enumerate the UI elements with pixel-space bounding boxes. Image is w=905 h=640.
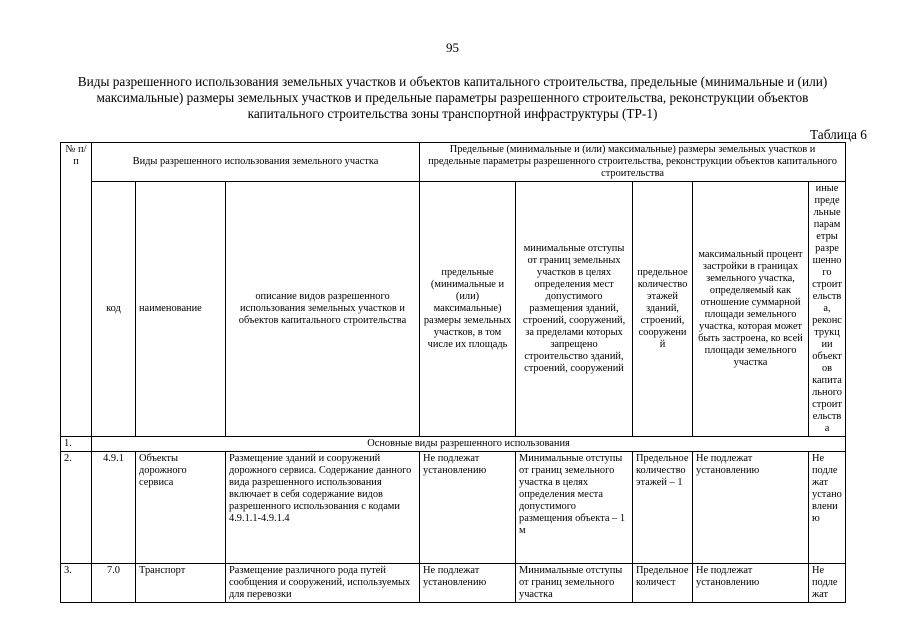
row-num: 2. <box>61 452 92 564</box>
row-coverage: Не подлежат установлению <box>693 564 809 603</box>
header-name: наименование <box>136 182 226 437</box>
header-row-columns <box>61 182 846 437</box>
row-num: 3. <box>61 564 92 603</box>
row-other: Не подлежат <box>809 564 846 603</box>
regulations-table <box>60 142 846 603</box>
table-caption: Таблица 6 <box>810 127 867 142</box>
table-row <box>61 452 846 564</box>
header-description: описание видов разрешенного использования земельных участков и объектов капитального строительства <box>226 182 420 437</box>
header-code: код <box>92 182 136 437</box>
header-floors: предельное количество этажей зданий, строений, сооружений <box>633 182 693 437</box>
header-row-groups <box>61 143 846 182</box>
header-plot-size: предельные (минимальные и (или) максимальные) размеры земельных участков, в том числе их площадь <box>420 182 516 437</box>
table-row <box>61 564 846 603</box>
section-title: Основные виды разрешенного использования <box>92 437 846 452</box>
row-setback: Минимальные отступы от границ земельного участка <box>516 564 633 603</box>
document-heading: Виды разрешенного использования земельных участков и объектов капитального строительства, предельные (минимальные и (или) максимальные) размеры земельных участков и предельные параметры разрешенного строительства, реконструкции объектов капитального строительства зоны транспортной инфраструктуры (ТР-1) <box>77 74 828 121</box>
header-group-uses: Виды разрешенного использования земельного участка <box>92 143 420 182</box>
header-group-limits: Предельные (минимальные и (или) максимальные) размеры земельных участков и предельные параметры разрешенного строительства, реконструкции объектов капитального строительства <box>420 143 846 182</box>
row-other: Не подлежат установлению <box>809 452 846 564</box>
row-name: Объекты дорожного сервиса <box>136 452 226 564</box>
row-plot-size: Не подлежат установлению <box>420 564 516 603</box>
row-setback: Минимальные отступы от границ земельного участка в целях определения места допустимого размещения объекта – 1 м <box>516 452 633 564</box>
row-code: 7.0 <box>92 564 136 603</box>
row-code: 4.9.1 <box>92 452 136 564</box>
row-floors: Предельное количество этажей – 1 <box>633 452 693 564</box>
row-description: Размещение различного рода путей сообщения и сооружений, используемых для перевозки <box>226 564 420 603</box>
row-description: Размещение зданий и сооружений дорожного сервиса. Содержание данного вида разрешенного использования включает в себя содержание видов разрешенного использования с кодами 4.9.1.1-4.9.1.4 <box>226 452 420 564</box>
row-coverage: Не подлежат установлению <box>693 452 809 564</box>
header-num: № п/п <box>61 143 92 437</box>
row-name: Транспорт <box>136 564 226 603</box>
section-row <box>61 437 846 452</box>
page-number: 95 <box>446 40 459 55</box>
header-coverage: максимальный процент застройки в границах земельного участка, определяемый как отношение суммарной площади земельного участка, которая может быть застроена, ко всей площади земельного участка <box>693 182 809 437</box>
row-floors: Предельное количест <box>633 564 693 603</box>
section-num: 1. <box>61 437 92 452</box>
header-other: иные предельные параметры разрешенного строительства, реконструкции объектов капитального строительства <box>809 182 846 437</box>
row-plot-size: Не подлежат установлению <box>420 452 516 564</box>
header-setback: минимальные отступы от границ земельных участков в целях определения мест допустимого размещения зданий, строений, сооружений, за пределами которых запрещено строительство зданий, строений, сооружений <box>516 182 633 437</box>
